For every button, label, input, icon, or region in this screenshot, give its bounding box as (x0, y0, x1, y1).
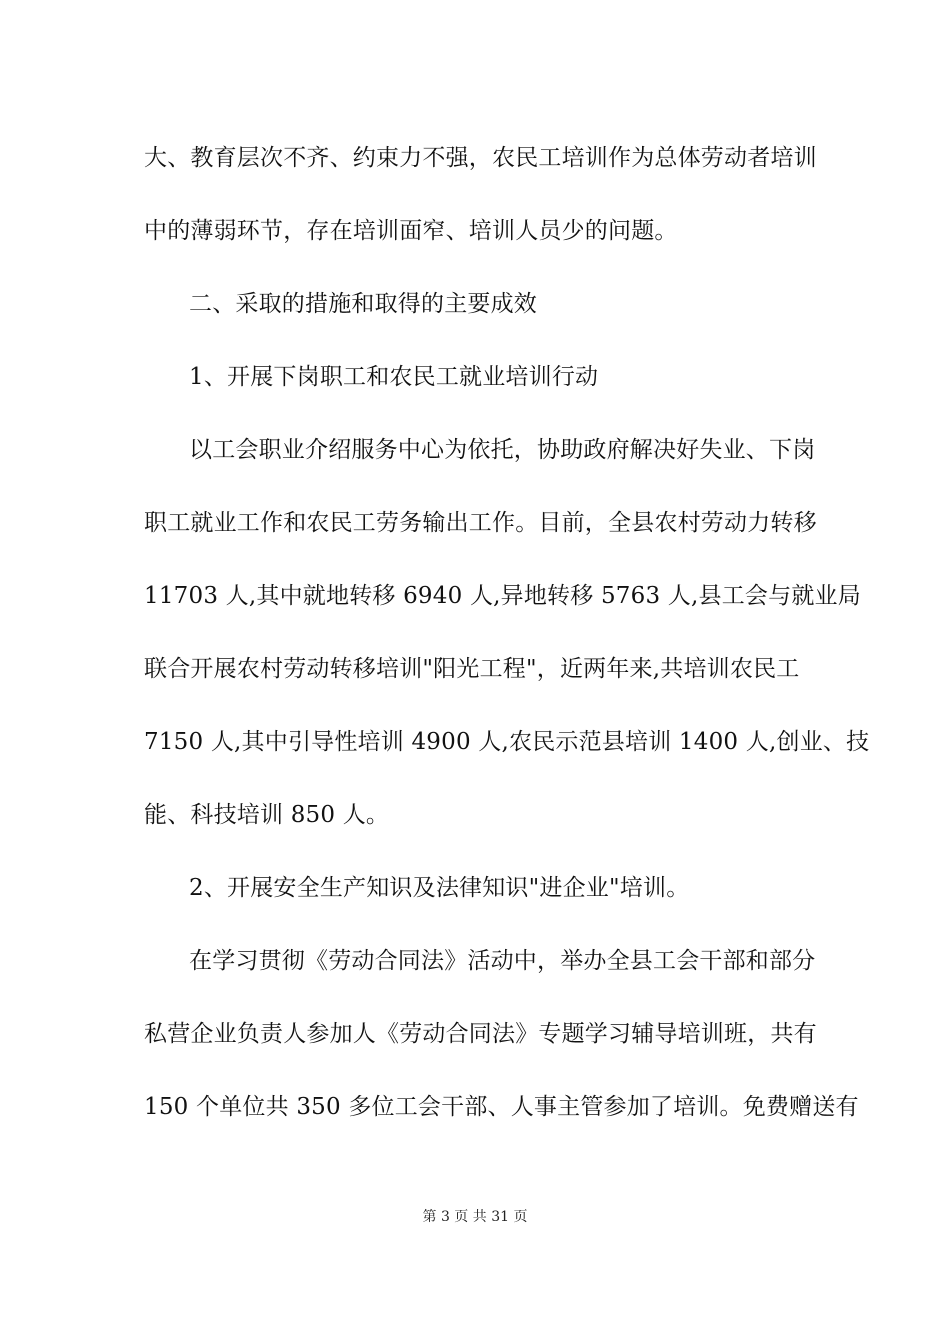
text-line: 大、教育层次不齐、约束力不强，农民工培训作为总体劳动者培训 (144, 145, 817, 171)
paragraph-start-line: 在学习贯彻《劳动合同法》活动中，举办全县工会干部和部分 (189, 948, 816, 974)
text-line: 联合开展农村劳动转移培训"阳光工程"，近两年来,共培训农民工 (144, 656, 800, 682)
text-line: 能、科技培训 850 人。 (144, 802, 390, 828)
text-line: 职工就业工作和农民工劳务输出工作。目前，全县农村劳动力转移 (144, 510, 817, 536)
text-line: 7150 人,其中引导性培训 4900 人,农民示范县培训 1400 人,创业、技 (144, 729, 870, 755)
text-line: 11703 人,其中就地转移 6940 人,异地转移 5763 人,县工会与就业局 (144, 583, 861, 609)
subsection-heading: 2、开展安全生产知识及法律知识"进企业"培训。 (189, 875, 690, 901)
text-line: 私营企业负责人参加人《劳动合同法》专题学习辅导培训班，共有 (144, 1021, 817, 1047)
section-heading: 二、采取的措施和取得的主要成效 (189, 291, 537, 317)
page-number-footer: 第 3 页 共 31 页 (422, 1209, 528, 1225)
subsection-heading: 1、开展下岗职工和农民工就业培训行动 (189, 364, 599, 390)
paragraph-start-line: 以工会职业介绍服务中心为依托，协助政府解决好失业、下岗 (189, 437, 816, 463)
text-line: 中的薄弱环节，存在培训面窄、培训人员少的问题。 (144, 218, 678, 244)
text-line: 150 个单位共 350 多位工会干部、人事主管参加了培训。免费赠送有 (144, 1094, 859, 1120)
